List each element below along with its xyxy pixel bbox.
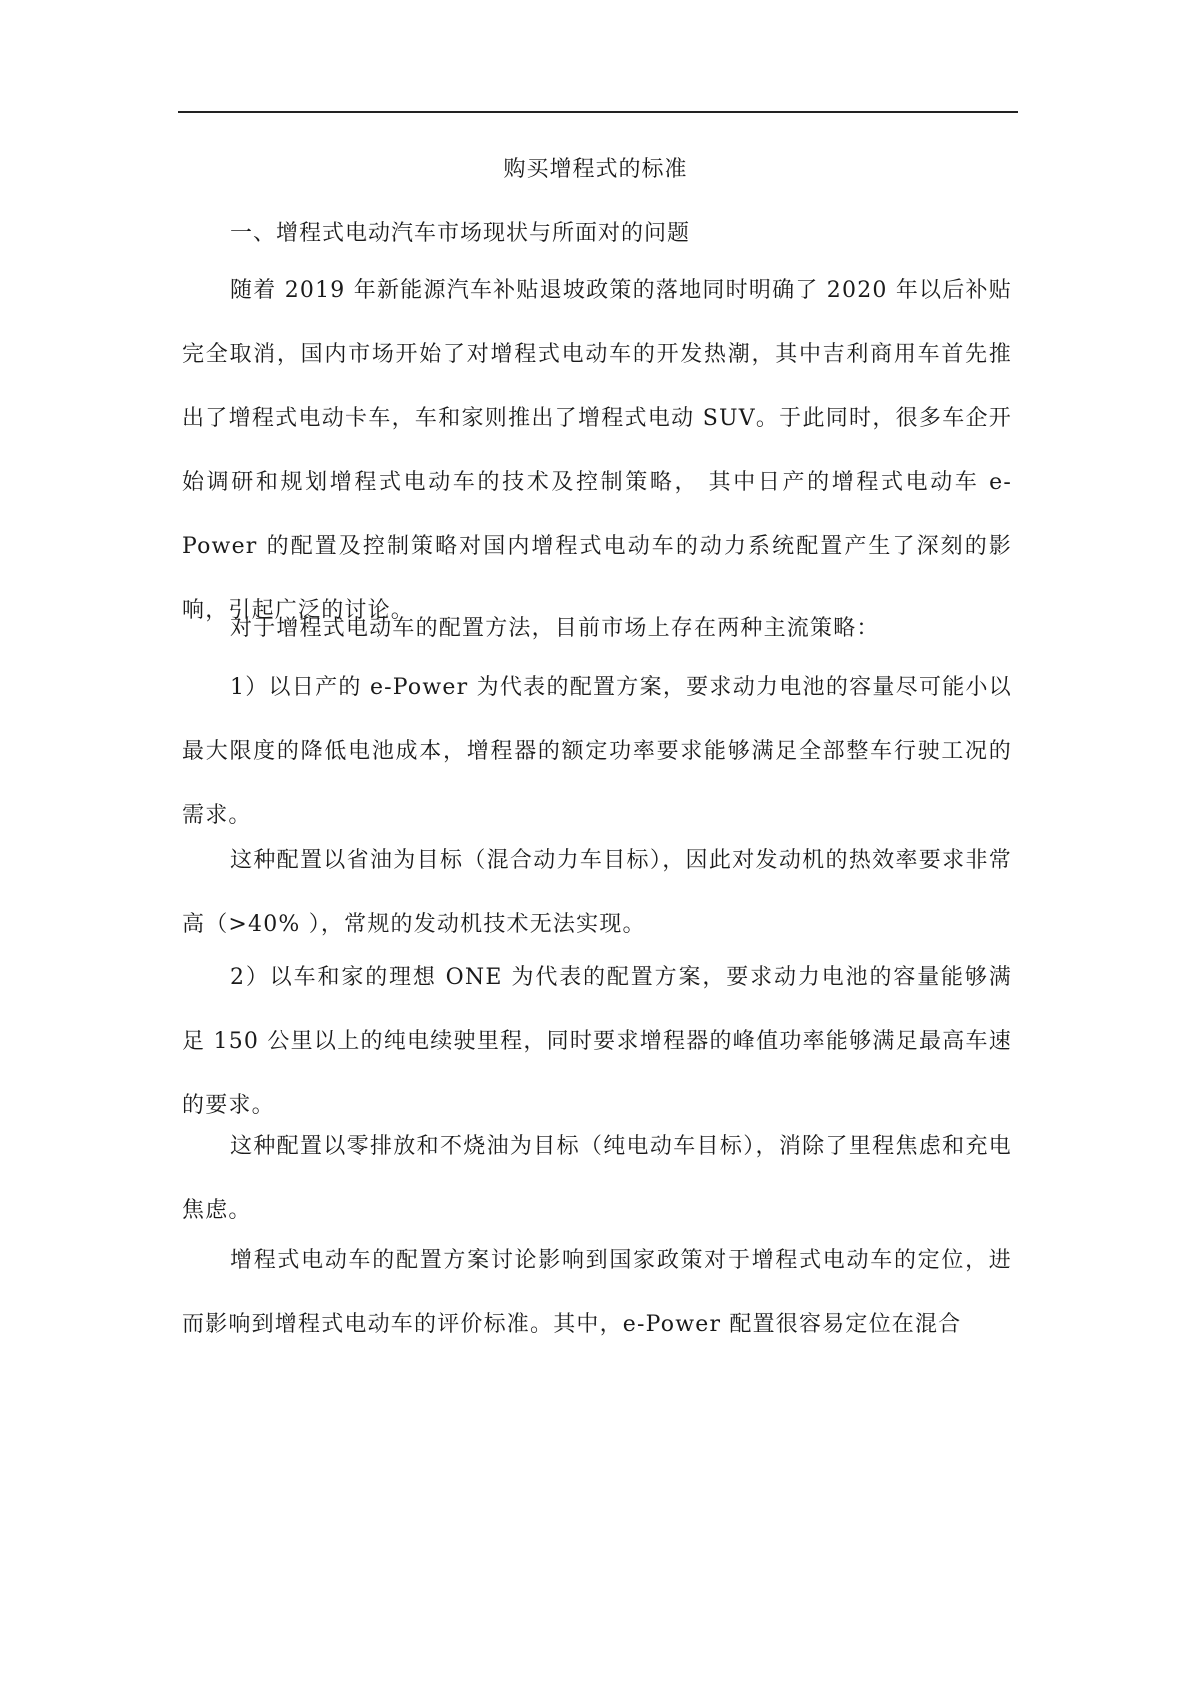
paragraph-policy-impact: 增程式电动车的配置方案讨论影响到国家政策对于增程式电动车的定位，进而影响到增程式电动车的评价标准。其中，e-Power 配置很容易定位在混合 <box>182 1248 1012 1337</box>
paragraph-strategy-1-note: 这种配置以省油为目标（混合动力车目标），因此对发动机的热效率要求非常高（>40% ），常规的发动机技术无法实现。 <box>182 848 1012 937</box>
paragraph-strategy-1: 1）以日产的 e-Power 为代表的配置方案，要求动力电池的容量尽可能小以最大限度的降低电池成本，增程器的额定功率要求能够满足全部整车行驶工况的需求。 <box>182 675 1012 828</box>
paragraph-strategy-2: 2）以车和家的理想 ONE 为代表的配置方案，要求动力电池的容量能够满足 150 公里以上的纯电续驶里程，同时要求增程器的峰值功率能够满足最高车速的要求。 <box>182 965 1012 1118</box>
paragraph-market-background: 随着 2019 年新能源汽车补贴退坡政策的落地同时明确了 2020 年以后补贴完全取消，国内市场开始了对增程式电动车的开发热潮，其中吉利商用车首先推出了增程式电动卡车，车和家则推出了增程式电动 SUV。于此同时，很多车企开始调研和规划增程式电动车的技术及控制策略， 其中日产的增程式电动车 e-Power 的配置及控制策略对国内增程式电动车的动力系统配置产生了深刻的影响，引起广泛的讨论。 <box>182 278 1012 623</box>
page-title: 购买增程式的标准 <box>503 157 688 182</box>
section-heading: 一、增程式电动汽车市场现状与所面对的问题 <box>230 221 691 246</box>
paragraph-two-strategies-intro: 对于增程式电动车的配置方法，目前市场上存在两种主流策略： <box>230 616 880 641</box>
paragraph-strategy-2-note: 这种配置以零排放和不烧油为目标（纯电动车目标），消除了里程焦虑和充电焦虑。 <box>182 1134 1012 1223</box>
header-rule <box>178 111 1018 113</box>
